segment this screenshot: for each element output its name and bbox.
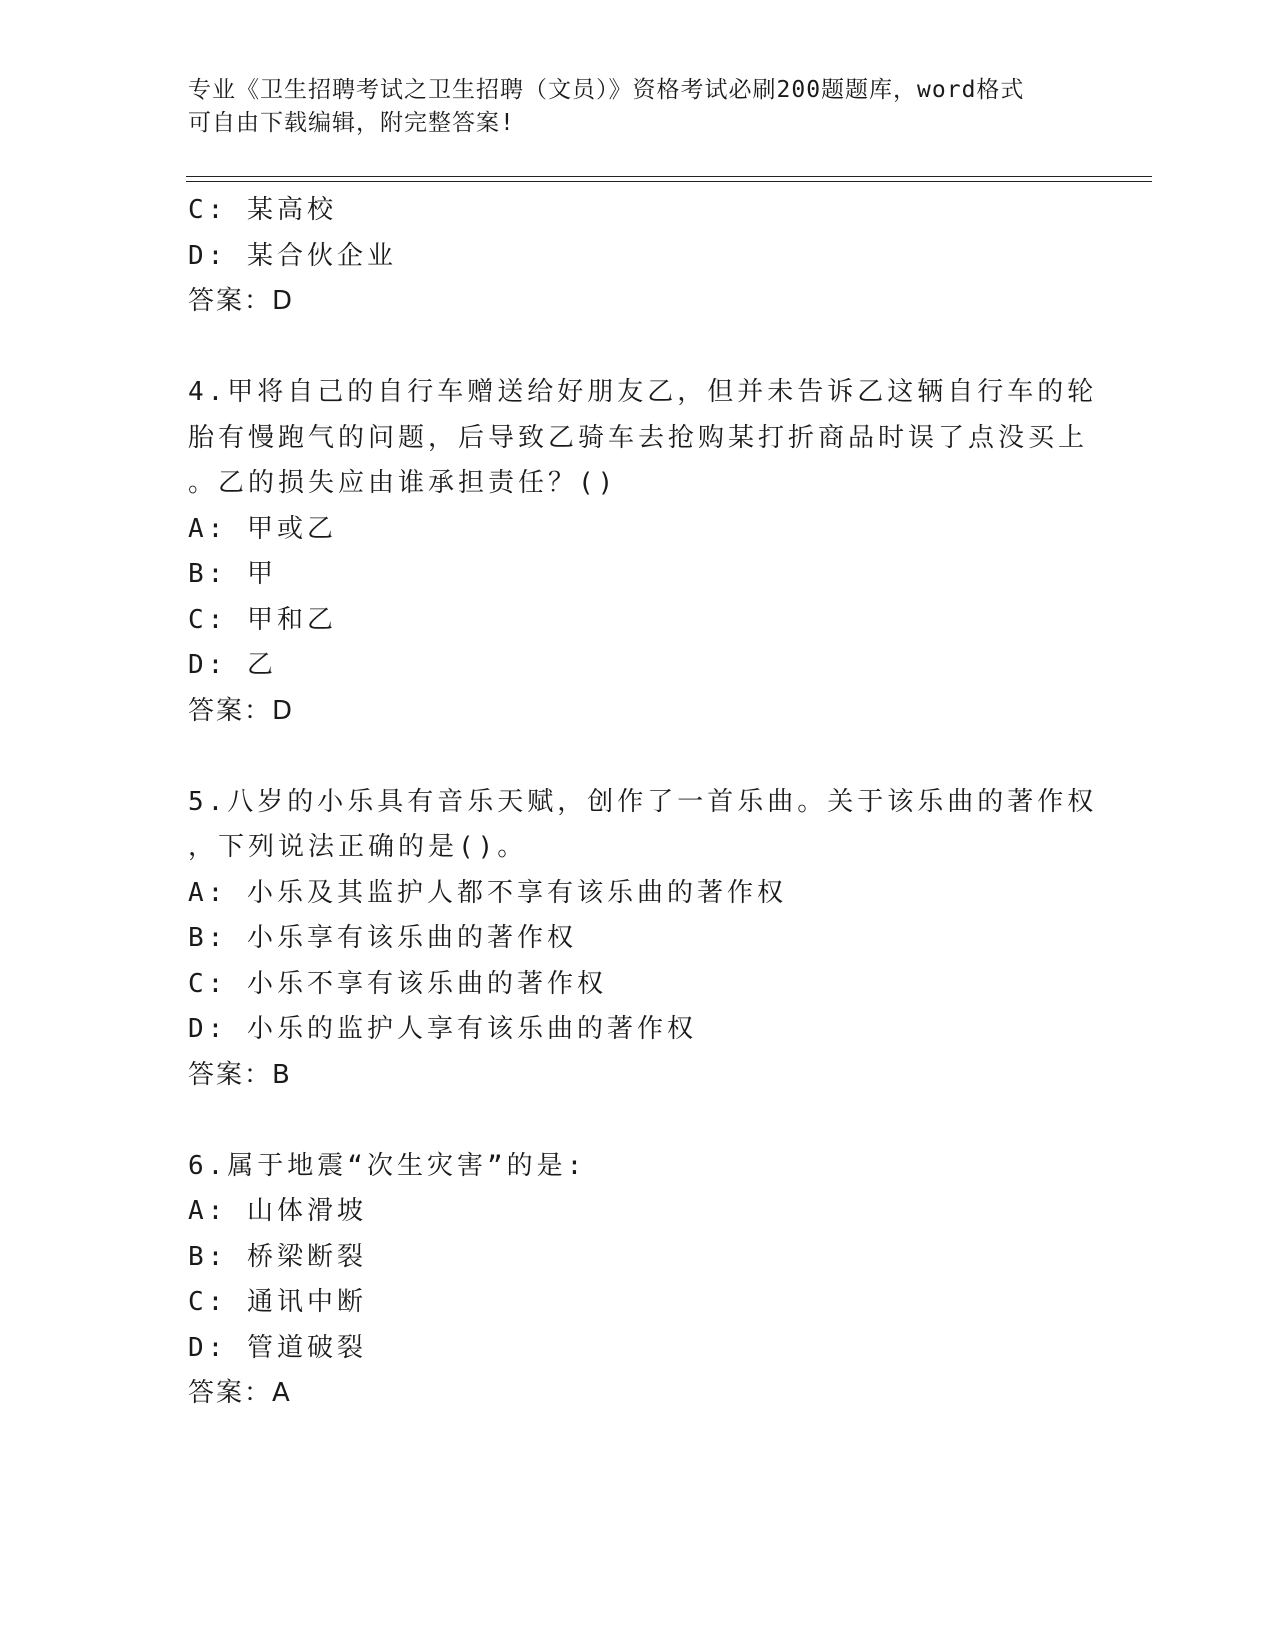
answer-line: 答案：B [188,1059,292,1090]
spacer [188,734,1088,780]
option-d: D: 乙 [188,650,277,680]
document-body [188,188,1098,1417]
option-d: D: 小乐的监护人享有该乐曲的著作权 [188,1014,697,1044]
option-a: A: 小乐及其监护人都不享有该乐曲的著作权 [188,877,787,908]
question-stem-line: 胎有慢跑气的问题，后导致乙骑车去抢购某打折商品时误了点没买上 [188,422,1089,453]
question-stem-line: 6.属于地震“次生灾害”的是: [188,1150,587,1181]
header-line-2: 可自由下载编辑，附完整答案! [188,110,515,136]
option-b: B: 桥梁断裂 [188,1241,367,1272]
option-d: D: 某合伙企业 [188,240,397,271]
question-6 [188,1144,1088,1417]
question-stem-line: 。乙的损失应由谁承担责任？() [188,468,618,498]
question-stem-line: ，下列说法正确的是()。 [188,832,528,862]
question-stem-line: 4.甲将自己的自行车赠送给好朋友乙，但并未告诉乙这辆自行车的轮 [188,377,1098,407]
header-line-1: 专业《卫生招聘考试之卫生招聘（文员）》资格考试必刷200题题库，word格式 [188,77,1025,103]
question-stem-line: 5.八岁的小乐具有音乐天赋，创作了一首乐曲。关于该乐曲的著作权 [188,786,1098,817]
question-5 [188,780,1098,1099]
answer-line: 答案：D [188,286,295,316]
header-divider-top [186,176,1152,177]
document-header [188,74,1088,140]
question-4 [188,370,1098,734]
answer-line: 答案：A [188,1378,292,1408]
answer-line: 答案：D [188,695,295,726]
option-c: C: 甲和乙 [188,604,337,635]
option-c: C: 某高校 [188,195,337,225]
header-divider-bottom [186,181,1152,182]
option-b: B: 甲 [188,559,277,589]
option-c: C: 小乐不享有该乐曲的著作权 [188,968,607,999]
option-b: B: 小乐享有该乐曲的著作权 [188,923,577,953]
option-a: A: 甲或乙 [188,513,337,544]
spacer [188,1098,1088,1144]
option-a: A: 山体滑坡 [188,1196,367,1226]
spacer [188,325,1088,371]
option-c: C: 通讯中断 [188,1287,367,1317]
question-3-tail [188,188,1088,325]
option-d: D: 管道破裂 [188,1332,367,1363]
